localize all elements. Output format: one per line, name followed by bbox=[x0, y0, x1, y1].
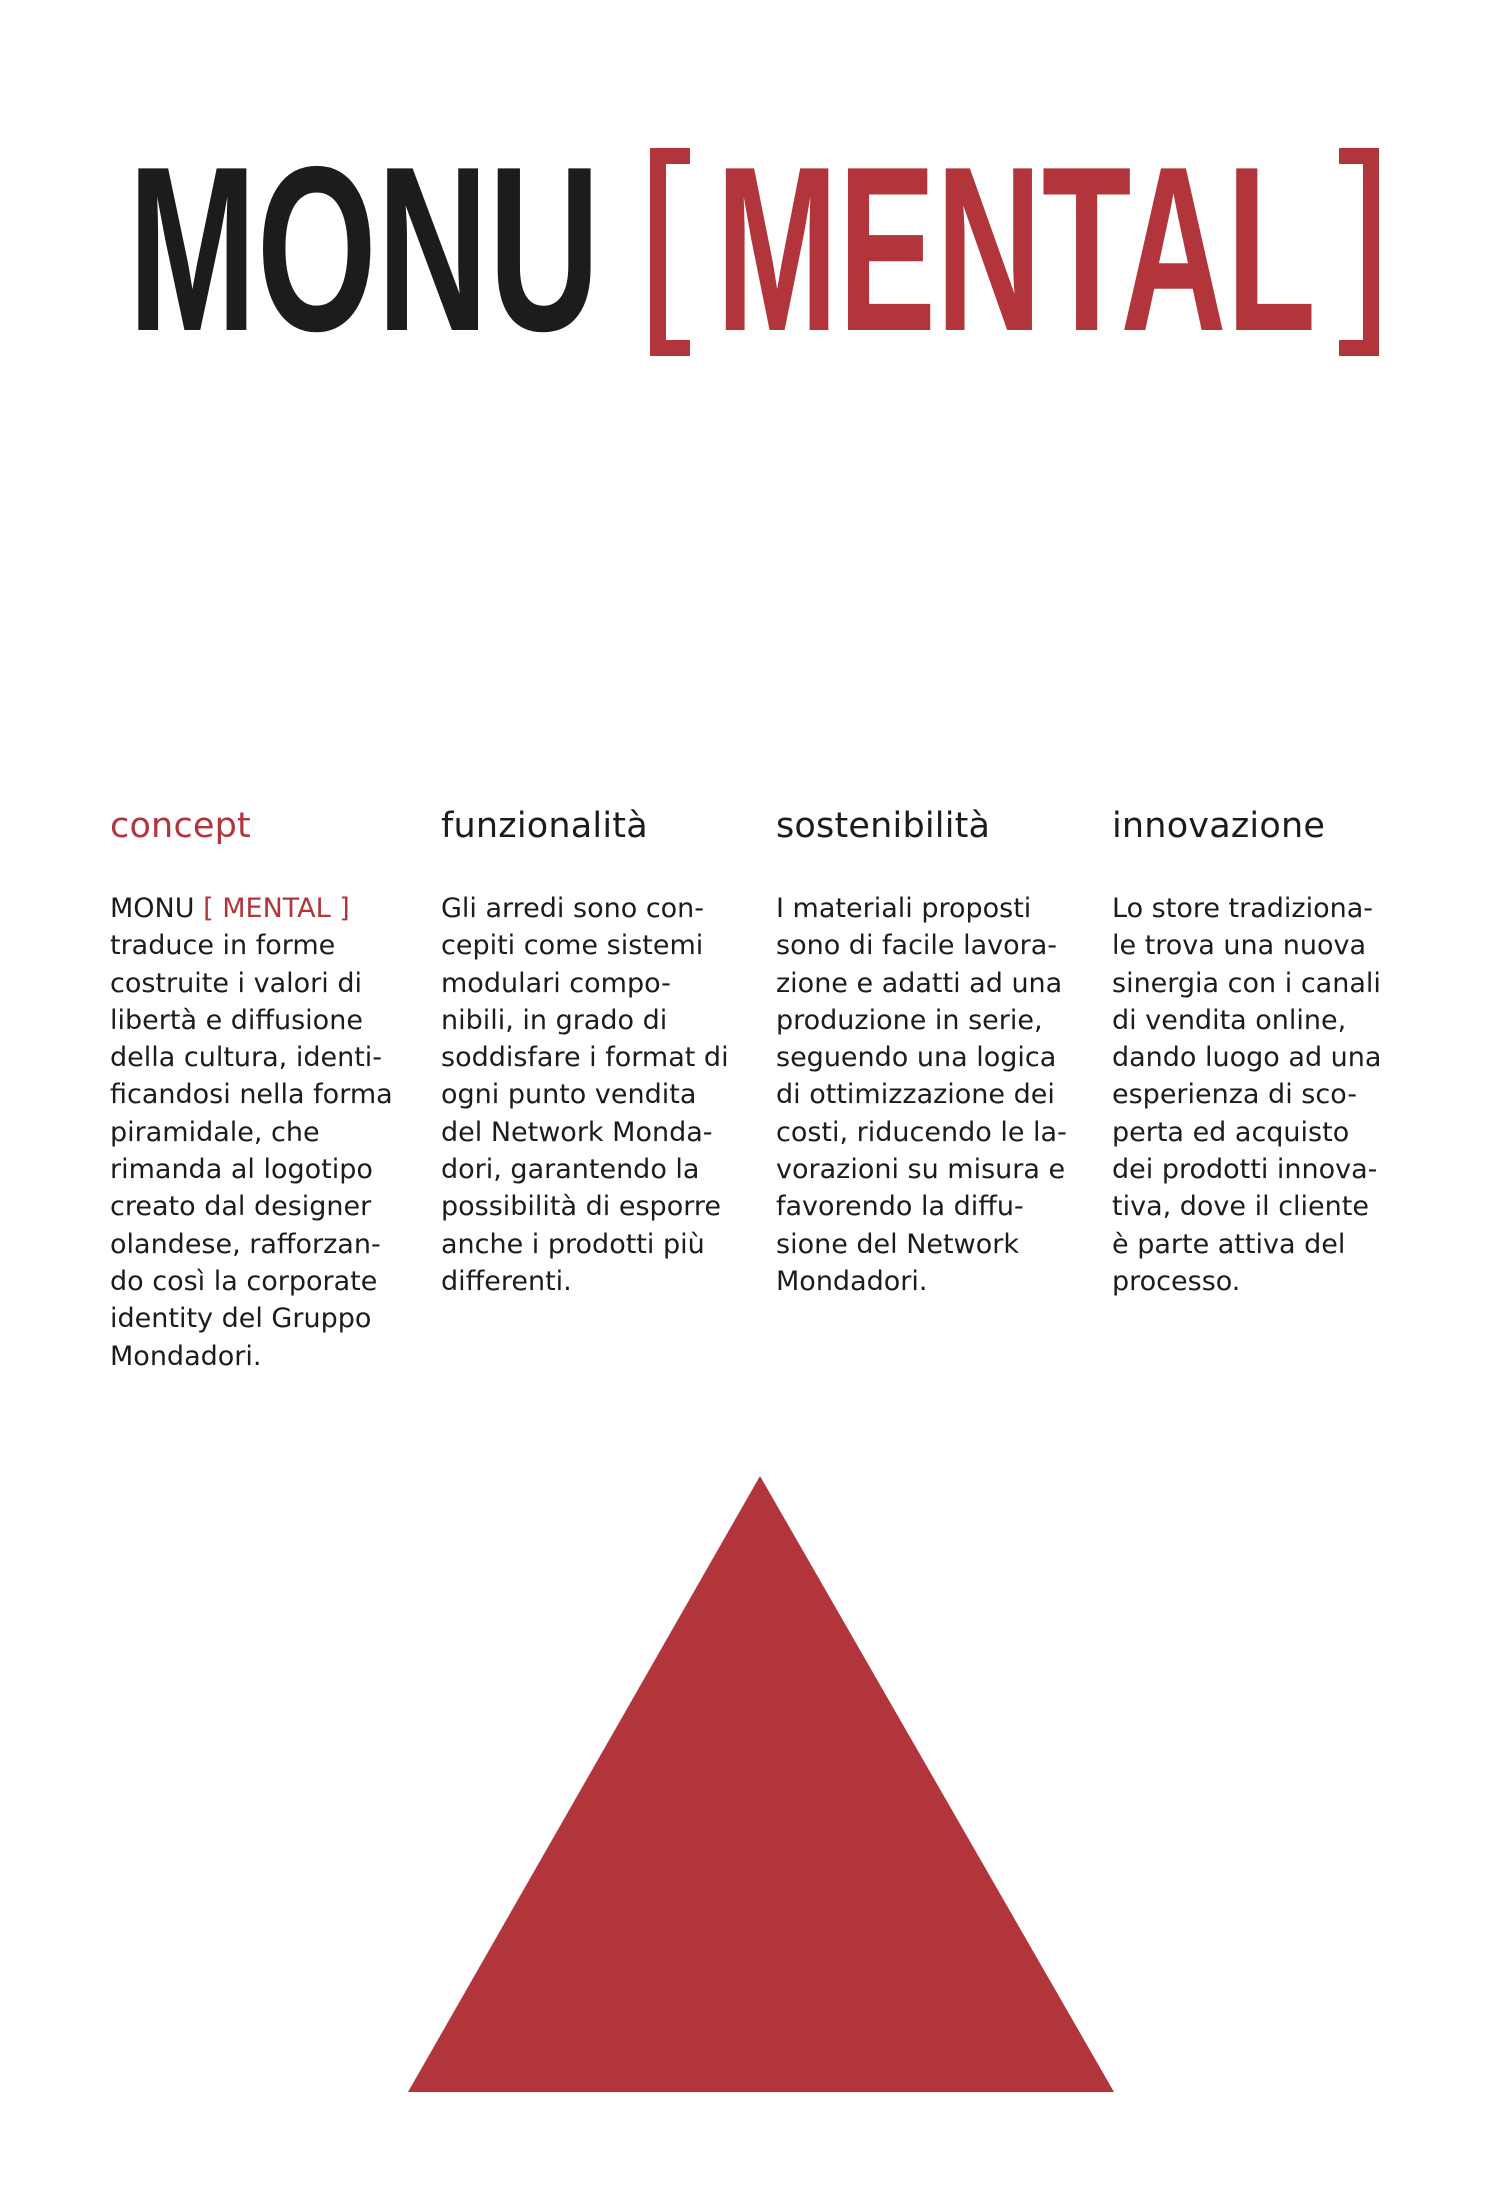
wordmark-logo bbox=[128, 138, 1388, 368]
body-line: libertà e diffusione bbox=[110, 1004, 363, 1036]
body-line: anche i prodotti più bbox=[441, 1228, 705, 1260]
column-body bbox=[1112, 890, 1412, 1300]
body-line: sione del Network bbox=[776, 1228, 1019, 1260]
body-line: traduce in forme bbox=[110, 930, 336, 962]
body-line: ficandosi nella forma bbox=[110, 1079, 393, 1111]
wordmark-header bbox=[128, 138, 1388, 368]
wordmark-left: MONU bbox=[128, 138, 600, 368]
body-line: identity del Gruppo bbox=[110, 1303, 372, 1335]
body-line: perta ed acquisto bbox=[1112, 1116, 1350, 1148]
column-concept bbox=[110, 802, 410, 1372]
body-line: tiva, dove il cliente bbox=[1112, 1191, 1369, 1223]
body-line: seguendo una logica bbox=[776, 1042, 1057, 1074]
body-line: piramidale, che bbox=[110, 1116, 320, 1148]
column-body bbox=[110, 890, 410, 1375]
bracket-close-icon bbox=[1339, 148, 1379, 356]
body-line: esperienza di sco- bbox=[1112, 1079, 1357, 1111]
body-line: olandese, rafforzan- bbox=[110, 1228, 381, 1260]
body-line: Gli arredi sono con- bbox=[441, 893, 705, 924]
column-body bbox=[776, 890, 1076, 1300]
body-line: di vendita online, bbox=[1112, 1004, 1347, 1036]
body-line: processo. bbox=[1112, 1265, 1241, 1297]
body-line: dando luogo ad una bbox=[1112, 1042, 1382, 1074]
body-line: ogni punto vendita bbox=[441, 1079, 697, 1111]
bracket-open-icon bbox=[650, 148, 690, 356]
column-title: sostenibilità bbox=[776, 806, 991, 846]
body-line: I materiali proposti bbox=[776, 893, 1032, 924]
body-line: vorazioni su misura e bbox=[776, 1154, 1066, 1186]
body-line: Mondadori. bbox=[776, 1265, 928, 1297]
body-line: produzione in serie, bbox=[776, 1004, 1043, 1036]
body-line: le trova una nuova bbox=[1112, 930, 1367, 962]
body-line: sono di facile lavora- bbox=[776, 930, 1058, 962]
body-line: creato dal designer bbox=[110, 1191, 372, 1223]
body-line: do così la corporate bbox=[110, 1265, 378, 1297]
body-line: soddisfare i format di bbox=[441, 1042, 729, 1074]
column-title: funzionalità bbox=[441, 806, 648, 846]
intro-brand: MONU bbox=[110, 893, 195, 924]
body-line: costruite i valori di bbox=[110, 967, 362, 999]
intro-brand-accent: [ MENTAL ] bbox=[203, 893, 350, 924]
body-line: zione e adatti ad una bbox=[776, 967, 1063, 999]
body-line: Lo store tradiziona- bbox=[1112, 893, 1374, 924]
column-sostenibilita bbox=[776, 802, 1076, 1297]
body-line: dei prodotti innova- bbox=[1112, 1154, 1378, 1186]
body-line: di ottimizzazione dei bbox=[776, 1079, 1055, 1111]
body-line: differenti. bbox=[441, 1265, 572, 1297]
body-line: della cultura, identi- bbox=[110, 1042, 383, 1074]
pyramid-graphic bbox=[408, 1476, 1114, 2092]
body-line: possibilità di esporre bbox=[441, 1191, 721, 1223]
body-line: Mondadori. bbox=[110, 1340, 262, 1372]
body-line: costi, riducendo le la- bbox=[776, 1116, 1067, 1148]
triangle-icon bbox=[408, 1476, 1114, 2092]
body-line: rimanda al logotipo bbox=[110, 1154, 373, 1186]
intro-line bbox=[110, 890, 410, 927]
body-line: dori, garantendo la bbox=[441, 1154, 700, 1186]
column-title: concept bbox=[110, 806, 251, 846]
column-title: innovazione bbox=[1112, 806, 1326, 846]
body-line: del Network Monda- bbox=[441, 1116, 713, 1148]
column-innovazione bbox=[1112, 802, 1412, 1297]
body-line: favorendo la diffu- bbox=[776, 1191, 1024, 1223]
column-funzionalita bbox=[441, 802, 741, 1297]
body-line: modulari compo- bbox=[441, 967, 671, 999]
column-body bbox=[441, 890, 741, 1300]
body-line: sinergia con i canali bbox=[1112, 967, 1381, 999]
body-line: è parte attiva del bbox=[1112, 1228, 1346, 1260]
body-line: nibili, in grado di bbox=[441, 1004, 668, 1036]
wordmark-right: MENTAL bbox=[716, 138, 1316, 368]
body-line: cepiti come sistemi bbox=[441, 930, 704, 962]
